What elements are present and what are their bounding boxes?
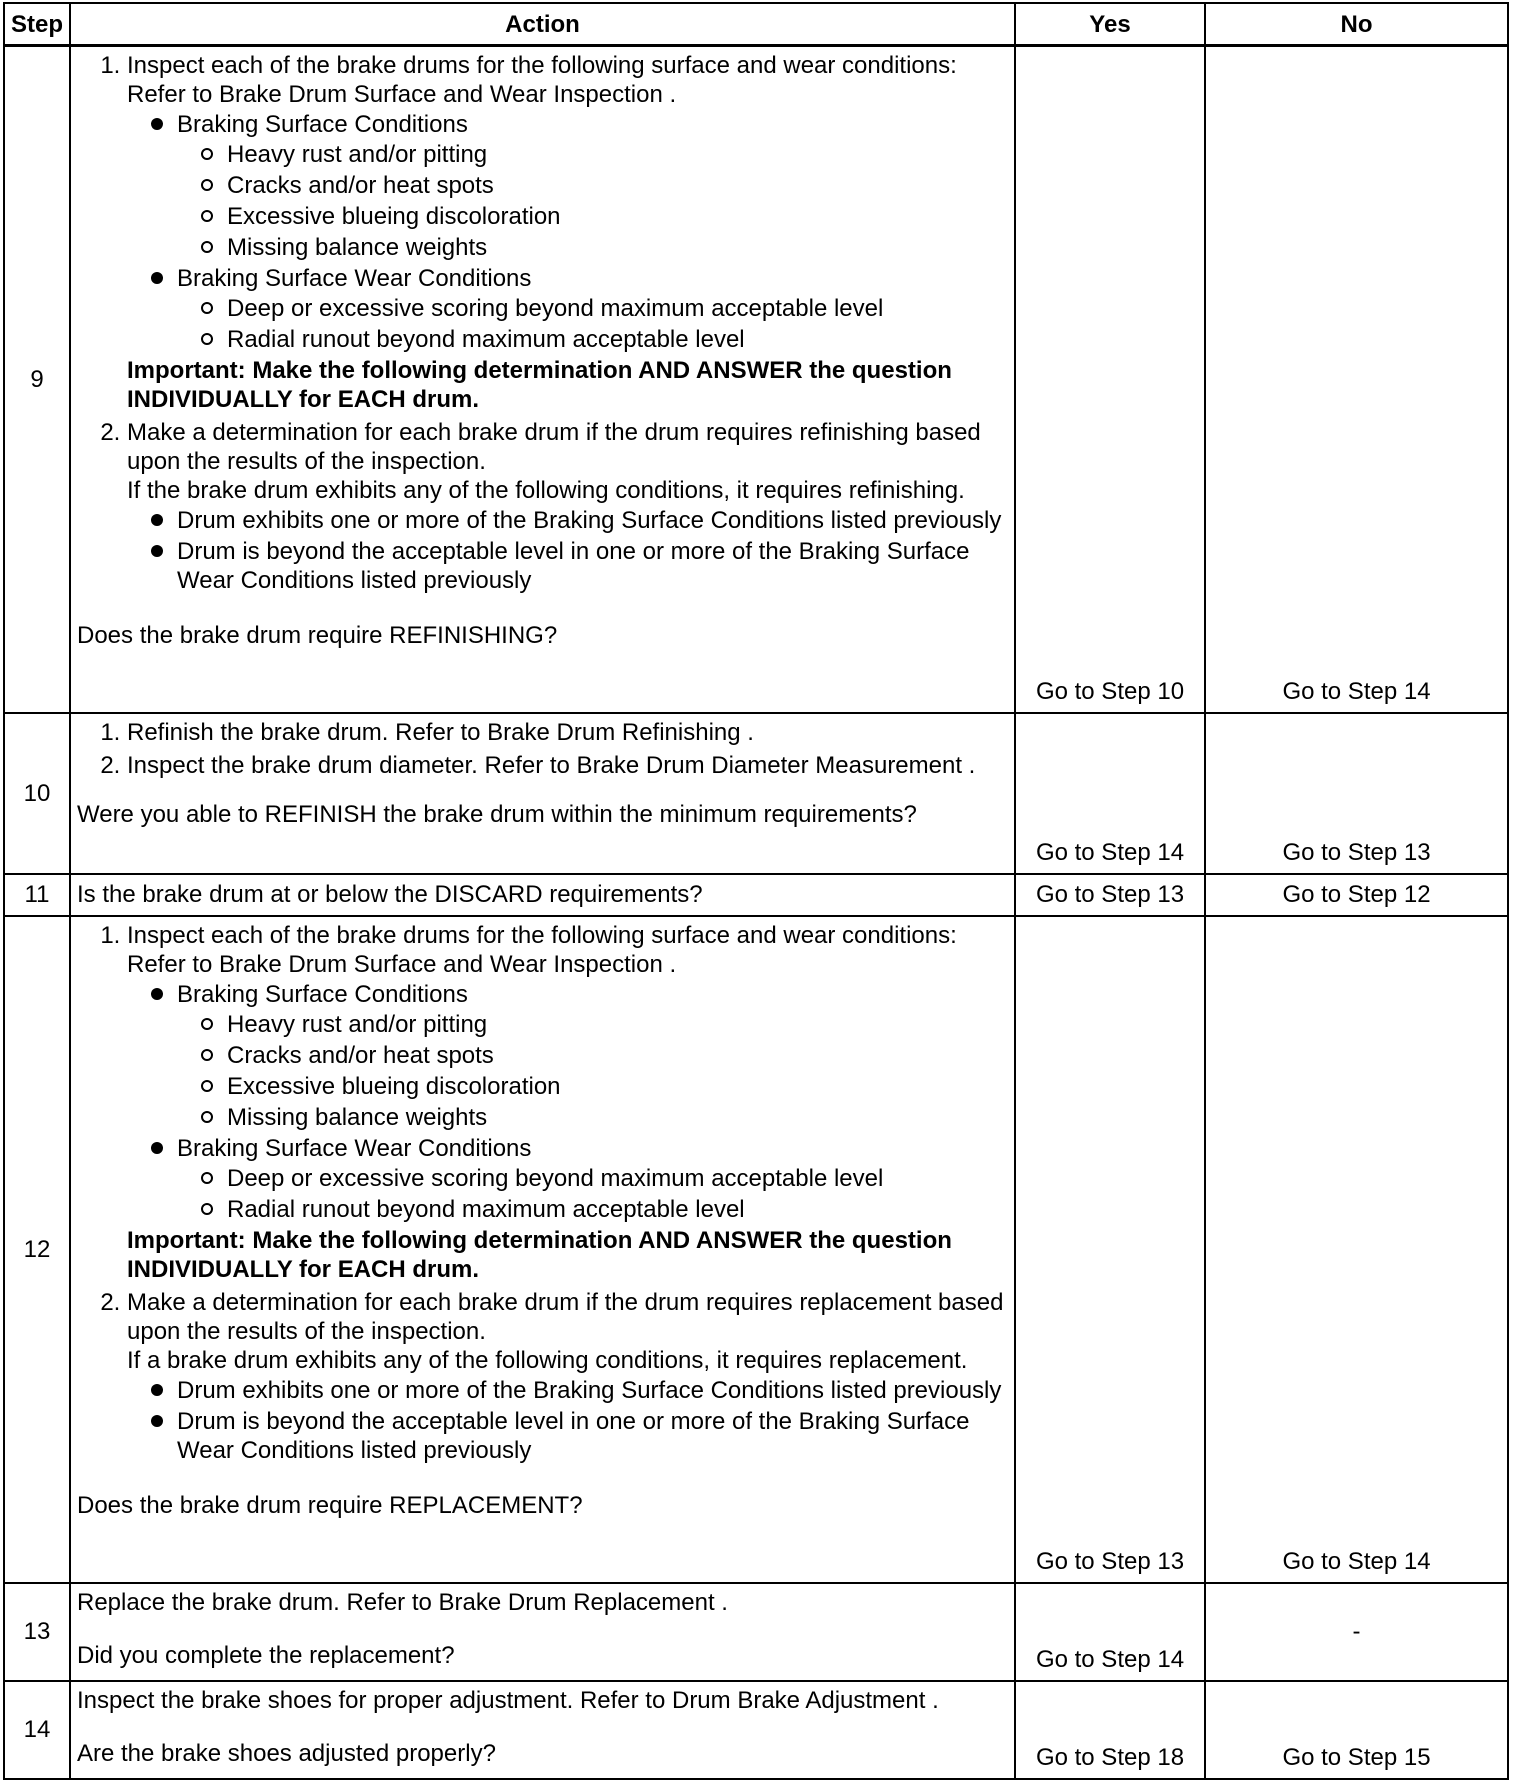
- yes-result: Go to Step 13: [1015, 916, 1205, 1583]
- circle-bullet-icon: [201, 210, 213, 222]
- instruction-item: [127, 51, 1006, 414]
- table-row-step-14: [4, 1681, 1508, 1779]
- step-number: 12: [4, 916, 70, 1583]
- sub-list: [177, 140, 1006, 262]
- bullet-text: Braking Surface Wear Conditions: [177, 1134, 532, 1162]
- diagnostic-table: [3, 2, 1509, 1780]
- bullet-text: Braking Surface Conditions: [177, 111, 468, 138]
- action-cell: [70, 916, 1015, 1583]
- bullet-list: [127, 1376, 1006, 1465]
- step-number: 11: [4, 874, 70, 916]
- bullet-item: [149, 110, 1006, 262]
- action-cell: [70, 713, 1015, 874]
- step-number: 10: [4, 713, 70, 874]
- question-text: Is the brake drum at or below the DISCARD requirements?: [70, 874, 1015, 916]
- sub-item: [199, 1164, 1006, 1193]
- instruction-item: [127, 418, 1006, 595]
- bullet-icon: [151, 1415, 163, 1427]
- important-note: Important: Make the following determination AND ANSWER the question INDIVIDUALLY for EACH drum.: [127, 1226, 952, 1283]
- sub-list: [177, 1010, 1006, 1132]
- instruction-text: Inspect each of the brake drums for the following surface and wear conditions: Refer to Brake Drum Surface and Wear Inspection .: [127, 52, 957, 108]
- instruction-note: If the brake drum exhibits any of the following conditions, it requires refinishing.: [127, 477, 965, 504]
- sub-text: Heavy rust and/or pitting: [227, 1010, 488, 1038]
- sub-text: Deep or excessive scoring beyond maximum acceptable level: [227, 1164, 884, 1192]
- bullet-list: [127, 110, 1006, 354]
- circle-bullet-icon: [201, 302, 213, 314]
- question-text: Did you complete the replacement?: [77, 1641, 455, 1669]
- bullet-text: Braking Surface Conditions: [177, 980, 468, 1008]
- sub-item: [199, 171, 1006, 200]
- instruction-item: [127, 751, 1006, 780]
- no-result: Go to Step 15: [1205, 1681, 1508, 1779]
- important-note: Important: Make the following determination AND ANSWER the question INDIVIDUALLY for EACH drum.: [127, 357, 952, 413]
- circle-bullet-icon: [201, 148, 213, 160]
- sub-text: Missing balance weights: [227, 1103, 488, 1131]
- bullet-icon: [151, 545, 163, 557]
- bullet-item: [149, 506, 1006, 535]
- table-row-step-10: [4, 713, 1508, 874]
- bullet-text: Braking Surface Wear Conditions: [177, 265, 532, 292]
- action-cell: [70, 46, 1015, 713]
- no-result: Go to Step 14: [1205, 916, 1508, 1583]
- sub-text: Heavy rust and/or pitting: [227, 141, 488, 168]
- sub-item: [199, 140, 1006, 169]
- instruction-item: [127, 1288, 1006, 1465]
- question-text: Are the brake shoes adjusted properly?: [77, 1739, 496, 1767]
- bullet-icon: [151, 118, 163, 130]
- sub-text: Excessive blueing discoloration: [227, 1072, 561, 1100]
- instruction-list: [77, 921, 1006, 1465]
- yes-result: Go to Step 14: [1015, 1583, 1205, 1681]
- bullet-item: [149, 264, 1006, 354]
- circle-bullet-icon: [201, 333, 213, 345]
- bullet-text: Drum exhibits one or more of the Braking Surface Conditions listed previously: [177, 507, 1002, 534]
- bullet-item: [149, 1376, 1006, 1405]
- instruction-text: Refinish the brake drum. Refer to Brake Drum Refinishing .: [127, 718, 754, 746]
- bullet-icon: [151, 1384, 163, 1396]
- sub-text: Cracks and/or heat spots: [227, 1041, 494, 1069]
- sub-text: Missing balance weights: [227, 234, 488, 261]
- circle-bullet-icon: [201, 1049, 213, 1061]
- circle-bullet-icon: [201, 1018, 213, 1030]
- sub-item: [199, 294, 1006, 323]
- header-step: Step: [4, 3, 70, 46]
- instruction-item: [127, 718, 1006, 747]
- yes-result: Go to Step 18: [1015, 1681, 1205, 1779]
- sub-text: Radial runout beyond maximum acceptable level: [227, 1195, 745, 1223]
- header-no: No: [1205, 3, 1508, 46]
- sub-item: [199, 233, 1006, 262]
- bullet-icon: [151, 1142, 163, 1154]
- instruction-text: Inspect the brake drum diameter. Refer to Brake Drum Diameter Measurement .: [127, 751, 976, 779]
- circle-bullet-icon: [201, 1203, 213, 1215]
- sub-item: [199, 202, 1006, 231]
- header-yes: Yes: [1015, 3, 1205, 46]
- sub-item: [199, 325, 1006, 354]
- bullet-list: [127, 506, 1006, 595]
- bullet-icon: [151, 514, 163, 526]
- table-row-step-9: [4, 46, 1508, 713]
- instruction-text: Make a determination for each brake drum if the drum requires refinishing based upon the results of the inspection.: [127, 419, 981, 475]
- instruction-list: [77, 51, 1006, 595]
- instruction-text: Make a determination for each brake drum if the drum requires replacement based upon the results of the inspection.: [127, 1288, 1004, 1345]
- circle-bullet-icon: [201, 1111, 213, 1123]
- step-number: 9: [4, 46, 70, 713]
- bullet-item: [149, 1134, 1006, 1224]
- action-cell: [70, 1583, 1015, 1681]
- bullet-text: Drum is beyond the acceptable level in one or more of the Braking Surface Wear Conditions listed previously: [177, 538, 970, 594]
- sub-text: Radial runout beyond maximum acceptable level: [227, 326, 745, 353]
- no-result: -: [1205, 1583, 1508, 1681]
- table-row-step-12: [4, 916, 1508, 1583]
- sub-item: [199, 1041, 1006, 1070]
- question-text: Were you able to REFINISH the brake drum within the minimum requirements?: [77, 800, 917, 828]
- instruction-list: [77, 718, 1006, 780]
- action-text: Inspect the brake shoes for proper adjustment. Refer to Drum Brake Adjustment .: [77, 1686, 939, 1714]
- instruction-text: Inspect each of the brake drums for the following surface and wear conditions: Refer to Brake Drum Surface and Wear Inspection .: [127, 921, 957, 978]
- bullet-item: [149, 1407, 1006, 1465]
- circle-bullet-icon: [201, 179, 213, 191]
- no-result: Go to Step 12: [1205, 874, 1508, 916]
- sub-text: Deep or excessive scoring beyond maximum acceptable level: [227, 295, 884, 322]
- bullet-text: Drum is beyond the acceptable level in one or more of the Braking Surface Wear Conditions listed previously: [177, 1407, 970, 1464]
- sub-item: [199, 1195, 1006, 1224]
- bullet-list: [127, 980, 1006, 1224]
- question-text: Does the brake drum require REFINISHING?: [77, 622, 558, 649]
- sub-list: [177, 1164, 1006, 1224]
- no-result: Go to Step 14: [1205, 46, 1508, 713]
- sub-text: Cracks and/or heat spots: [227, 172, 494, 199]
- circle-bullet-icon: [201, 241, 213, 253]
- circle-bullet-icon: [201, 1080, 213, 1092]
- step-number: 13: [4, 1583, 70, 1681]
- bullet-icon: [151, 988, 163, 1000]
- table-row-step-13: [4, 1583, 1508, 1681]
- bullet-item: [149, 537, 1006, 595]
- bullet-item: [149, 980, 1006, 1132]
- sub-item: [199, 1072, 1006, 1101]
- instruction-item: [127, 921, 1006, 1284]
- sub-item: [199, 1103, 1006, 1132]
- yes-result: Go to Step 13: [1015, 874, 1205, 916]
- sub-item: [199, 1010, 1006, 1039]
- circle-bullet-icon: [201, 1172, 213, 1184]
- table-row-step-11: [4, 874, 1508, 916]
- header-action: Action: [70, 3, 1015, 46]
- yes-result: Go to Step 10: [1015, 46, 1205, 713]
- bullet-text: Drum exhibits one or more of the Braking Surface Conditions listed previously: [177, 1376, 1002, 1404]
- yes-result: Go to Step 14: [1015, 713, 1205, 874]
- sub-list: [177, 294, 1006, 354]
- instruction-note: If a brake drum exhibits any of the following conditions, it requires replacement.: [127, 1346, 968, 1374]
- question-text: Does the brake drum require REPLACEMENT?: [77, 1491, 583, 1519]
- step-number: 14: [4, 1681, 70, 1779]
- header-row: [4, 3, 1508, 46]
- action-text: Replace the brake drum. Refer to Brake Drum Replacement .: [77, 1588, 728, 1616]
- sub-text: Excessive blueing discoloration: [227, 203, 561, 230]
- bullet-icon: [151, 272, 163, 284]
- no-result: Go to Step 13: [1205, 713, 1508, 874]
- action-cell: [70, 1681, 1015, 1779]
